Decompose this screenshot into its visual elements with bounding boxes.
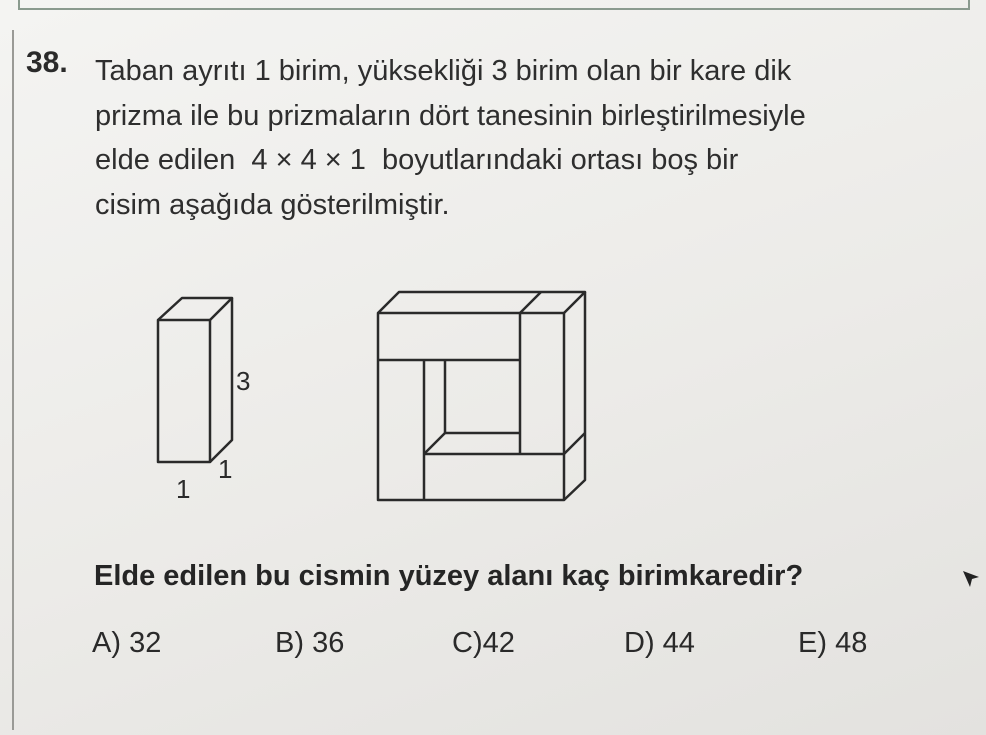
option-value: 36 bbox=[312, 627, 345, 659]
frame-edge bbox=[564, 433, 585, 454]
option-c[interactable] bbox=[452, 627, 515, 660]
prism-front-face bbox=[158, 320, 210, 462]
option-letter: D) bbox=[624, 627, 655, 659]
option-e[interactable] bbox=[798, 627, 867, 660]
stem-line: Taban ayrıtı 1 birim, yüksekliği 3 birim olan bir kare dik bbox=[95, 55, 792, 87]
prism-top-face bbox=[158, 298, 232, 320]
frame-top-face bbox=[378, 292, 585, 313]
frame-edge bbox=[520, 292, 541, 313]
prism-base-width-label: 1 bbox=[176, 474, 191, 504]
answer-options bbox=[0, 627, 986, 667]
prism-height-label: 3 bbox=[236, 366, 251, 396]
frame-solid bbox=[378, 292, 585, 500]
option-letter: E) bbox=[798, 627, 827, 659]
frame-outer-front bbox=[378, 313, 564, 500]
stem-line: elde edilen 4 × 4 × 1 boyutlarındaki ortası boş bir bbox=[95, 144, 739, 176]
option-letter: A) bbox=[92, 627, 121, 659]
option-b[interactable] bbox=[275, 627, 344, 660]
option-value: 42 bbox=[482, 627, 515, 659]
question-number: 38. bbox=[26, 46, 68, 79]
option-value: 48 bbox=[835, 627, 868, 659]
stem-line: prizma ile bu prizmaların dört tanesinin birleştirilmesiyle bbox=[95, 99, 806, 132]
stem-line: cisim aşağıda gösterilmiştir. bbox=[95, 188, 450, 221]
option-d[interactable] bbox=[624, 627, 695, 660]
option-letter: C) bbox=[452, 627, 483, 659]
mouse-cursor-icon bbox=[960, 568, 982, 592]
option-value: 32 bbox=[129, 627, 162, 659]
option-a[interactable] bbox=[92, 627, 161, 660]
prism-side-face bbox=[210, 298, 232, 462]
single-prism bbox=[158, 298, 232, 462]
frame-right-face bbox=[564, 292, 585, 500]
option-letter: B) bbox=[275, 627, 304, 659]
option-value: 44 bbox=[662, 627, 695, 659]
prism-base-depth-label: 1 bbox=[218, 454, 233, 484]
frame-edge bbox=[424, 433, 445, 454]
question-prompt: Elde edilen bu cismin yüzey alanı kaç birimkaredir? bbox=[94, 560, 804, 592]
